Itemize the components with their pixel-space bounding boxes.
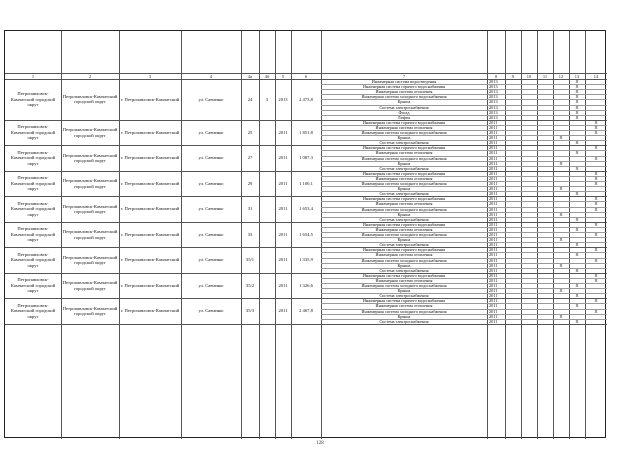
repair-year: 2013 bbox=[489, 104, 498, 110]
column-rule bbox=[537, 31, 538, 439]
column-number: 3 bbox=[148, 74, 152, 79]
element-name: Инженерная система холодного водоснабжения bbox=[361, 257, 447, 263]
repair-year: 2011 bbox=[489, 221, 498, 227]
street-cell: ул. Савченко bbox=[198, 206, 224, 212]
element-name: Инженерная система холодного водоснабжения bbox=[361, 206, 447, 212]
period-mark: X bbox=[575, 99, 579, 105]
element-name: Крыша bbox=[397, 237, 411, 243]
element-name: Крыша bbox=[397, 160, 411, 166]
repair-year: 2011 bbox=[489, 288, 498, 294]
repair-year: 2011 bbox=[489, 196, 498, 202]
period-mark: X bbox=[594, 181, 598, 186]
repair-year: 2013 bbox=[489, 94, 498, 100]
repair-year: 2011 bbox=[489, 191, 498, 197]
period-mark: X bbox=[575, 252, 579, 258]
repair-year: 2013 bbox=[489, 109, 498, 115]
city-cell: Петропавловск-Камчатский городской округ bbox=[62, 178, 118, 189]
house-cell: 24 bbox=[247, 96, 253, 102]
settlement-cell: г. Петропавловск-Камчатский bbox=[120, 308, 180, 314]
repair-year: 2013 bbox=[489, 84, 498, 90]
element-name: Система электроснабжения bbox=[379, 104, 429, 110]
repair-year: 2011 bbox=[489, 247, 498, 253]
element-name: Инженерная система водоотведения bbox=[371, 79, 437, 84]
period-mark: X bbox=[575, 165, 579, 171]
period-mark: X bbox=[594, 298, 598, 304]
repair-year: 2011 bbox=[489, 130, 498, 135]
column-number: 13 bbox=[574, 74, 580, 79]
element-name: Инженерная система отопления bbox=[375, 277, 433, 283]
element-name: Система электроснабжения bbox=[379, 140, 429, 146]
settlement-cell: г. Петропавловск-Камчатский bbox=[120, 257, 180, 263]
element-name: Инженерная система холодного водоснабжения bbox=[361, 181, 447, 186]
area-cell: 1 087,3 bbox=[299, 155, 313, 161]
element-name: Лифты bbox=[397, 114, 411, 120]
column-rule bbox=[487, 31, 488, 439]
street-cell: ул. Савченко bbox=[198, 129, 224, 135]
district-cell: Петропавловск-Камчатский городской округ bbox=[10, 302, 56, 319]
column-header bbox=[291, 33, 321, 73]
element-name: Крыша bbox=[397, 262, 411, 268]
period-mark: X bbox=[575, 94, 579, 100]
period-mark: X bbox=[594, 201, 598, 207]
column-header bbox=[487, 33, 505, 73]
element-name: Инженерная система холодного водоснабжения bbox=[361, 94, 447, 100]
column-number: 9 bbox=[511, 74, 515, 79]
element-name: Инженерная система холодного водоснабжения bbox=[361, 232, 447, 237]
city-cell: Петропавловск-Камчатский городской округ bbox=[62, 152, 118, 164]
commission-year-cell: 2011 bbox=[278, 308, 288, 314]
period-mark: X bbox=[594, 247, 598, 253]
area-cell: 2 473,8 bbox=[299, 96, 313, 102]
house-cell: 27 bbox=[247, 155, 253, 161]
period-mark: X bbox=[575, 84, 579, 90]
period-mark: X bbox=[559, 313, 563, 319]
column-number: 11 bbox=[542, 74, 548, 79]
period-mark: X bbox=[575, 114, 579, 120]
repair-year: 2011 bbox=[489, 211, 498, 217]
repair-year: 2013 bbox=[489, 89, 498, 95]
repair-year: 2011 bbox=[489, 303, 498, 309]
repair-year: 2011 bbox=[489, 298, 498, 304]
column-number: 8 bbox=[494, 74, 498, 79]
repair-year: 2011 bbox=[489, 165, 498, 171]
repair-year: 2011 bbox=[489, 257, 498, 263]
period-mark: X bbox=[594, 277, 598, 283]
element-name: Инженерная система горячего водоснабжения bbox=[362, 145, 446, 151]
house-cell: 31 bbox=[247, 206, 253, 212]
korpus-cell: 3 bbox=[265, 96, 269, 102]
element-name: Инженерная система отопления bbox=[375, 175, 433, 181]
element-name: Система электроснабжения bbox=[379, 216, 429, 222]
column-number: 4 bbox=[209, 74, 213, 79]
element-name: Инженерная система холодного водоснабжения bbox=[361, 283, 447, 288]
city-cell: Петропавловск-Камчатский городской округ bbox=[62, 229, 118, 240]
district-cell: Петропавловск-Камчатский городской округ bbox=[10, 277, 56, 294]
period-mark: X bbox=[594, 124, 598, 130]
element-name: Крыша bbox=[397, 99, 411, 105]
repair-year: 2011 bbox=[489, 181, 498, 186]
element-name: Система электроснабжения bbox=[379, 293, 429, 299]
period-mark: X bbox=[594, 155, 598, 161]
repair-year: 2011 bbox=[489, 272, 498, 278]
column-number: 1 bbox=[31, 74, 35, 79]
element-name: Инженерная система отопления bbox=[375, 303, 433, 309]
element-name: Инженерная система горячего водоснабжения bbox=[362, 221, 446, 227]
district-cell: Петропавловск-Камчатский городской округ bbox=[10, 226, 56, 243]
korpus-cell bbox=[260, 222, 274, 248]
repair-year: 2011 bbox=[489, 186, 498, 192]
period-mark: X bbox=[594, 119, 598, 125]
city-cell: Петропавловск-Камчатский городской округ bbox=[62, 203, 118, 215]
element-name: Инженерная система холодного водоснабжения bbox=[361, 130, 447, 135]
period-mark: X bbox=[575, 140, 579, 146]
column-header bbox=[5, 33, 61, 73]
korpus-cell bbox=[260, 171, 274, 197]
korpus-cell bbox=[260, 247, 274, 273]
korpus-cell bbox=[260, 273, 274, 299]
element-name: Инженерная система горячего водоснабжения bbox=[362, 247, 446, 253]
city-cell: Петропавловск-Камчатский городской округ bbox=[62, 93, 118, 105]
period-mark: X bbox=[559, 135, 563, 141]
period-mark: X bbox=[594, 196, 598, 202]
repair-year: 2013 bbox=[489, 114, 498, 120]
commission-year-cell: 2011 bbox=[278, 155, 288, 161]
street-cell: ул. Савченко bbox=[198, 282, 224, 288]
column-header bbox=[119, 33, 181, 73]
district-cell: Петропавловск-Камчатский городской округ bbox=[10, 91, 56, 108]
column-number: 7 bbox=[402, 74, 406, 79]
repair-year: 2011 bbox=[489, 226, 498, 232]
period-mark: X bbox=[575, 318, 579, 324]
repair-year: 2011 bbox=[489, 237, 498, 243]
street-cell: ул. Савченко bbox=[198, 308, 224, 314]
repair-year: 2011 bbox=[489, 124, 498, 130]
settlement-cell: г. Петропавловск-Камчатский bbox=[120, 206, 180, 212]
repair-year: 2011 bbox=[489, 232, 498, 237]
repair-year: 2011 bbox=[489, 293, 498, 299]
period-mark: X bbox=[559, 186, 563, 192]
period-mark: X bbox=[575, 226, 579, 232]
element-name: Инженерная система отопления bbox=[375, 201, 433, 207]
district-cell: Петропавловск-Камчатский городской округ bbox=[10, 251, 56, 268]
column-number: 14 bbox=[593, 74, 599, 79]
settlement-cell: г. Петропавловск-Камчатский bbox=[120, 282, 180, 288]
element-name: Инженерная система холодного водоснабжения bbox=[361, 308, 447, 314]
house-cell: 29 bbox=[247, 180, 253, 186]
repair-year: 2011 bbox=[489, 313, 498, 319]
column-header bbox=[321, 33, 487, 73]
period-mark: X bbox=[594, 145, 598, 151]
korpus-cell bbox=[260, 298, 274, 324]
commission-year-cell: 2011 bbox=[278, 180, 288, 186]
element-name: Система электроснабжения bbox=[379, 242, 429, 248]
element-name: Крыша bbox=[397, 135, 411, 141]
period-mark: X bbox=[575, 150, 579, 156]
element-name: Инженерная система горячего водоснабжения bbox=[362, 119, 446, 125]
korpus-cell bbox=[260, 196, 274, 222]
commission-year-cell: 2013 bbox=[278, 96, 288, 102]
repair-year: 2011 bbox=[489, 277, 498, 283]
period-mark: X bbox=[594, 206, 598, 212]
city-cell: Петропавловск-Камчатский городской округ bbox=[62, 305, 118, 317]
period-mark: X bbox=[559, 288, 563, 294]
page-number: 128 bbox=[316, 441, 324, 446]
repair-year: 2011 bbox=[489, 150, 498, 156]
period-mark: X bbox=[575, 242, 579, 248]
column-number: 4а bbox=[247, 74, 253, 79]
settlement-cell: г. Петропавловск-Камчатский bbox=[120, 231, 180, 237]
element-name: Система электроснабжения bbox=[379, 191, 429, 197]
repair-year: 2011 bbox=[489, 175, 498, 181]
period-mark: X bbox=[575, 293, 579, 299]
repair-year: 2011 bbox=[489, 206, 498, 212]
korpus-cell bbox=[260, 145, 274, 171]
column-rule bbox=[585, 31, 586, 439]
period-mark: X bbox=[594, 257, 598, 263]
column-header bbox=[521, 33, 537, 73]
city-cell: Петропавловск-Камчатский городской округ bbox=[62, 280, 118, 291]
element-name: Инженерная система холодного водоснабжения bbox=[361, 155, 447, 161]
repair-year: 2011 bbox=[489, 308, 498, 314]
element-name: Инженерная система отопления bbox=[375, 252, 433, 258]
repair-year: 2011 bbox=[489, 242, 498, 248]
street-cell: ул. Савченко bbox=[198, 180, 224, 186]
street-cell: ул. Савченко bbox=[198, 155, 224, 161]
column-number: 10 bbox=[526, 74, 532, 79]
commission-year-cell: 2011 bbox=[278, 129, 288, 135]
district-cell: Петропавловск-Камчатский городской округ bbox=[10, 175, 56, 192]
column-number: 2 bbox=[88, 74, 92, 79]
settlement-cell: г. Петропавловск-Камчатский bbox=[120, 96, 180, 102]
period-mark: X bbox=[594, 170, 598, 176]
period-mark: X bbox=[594, 232, 598, 237]
element-name: Крыша bbox=[397, 313, 411, 319]
element-name: Инженерная система отопления bbox=[375, 226, 433, 232]
column-header bbox=[181, 33, 241, 73]
area-cell: 1 335,9 bbox=[299, 257, 313, 263]
element-name: Крыша bbox=[397, 288, 411, 294]
column-header bbox=[241, 33, 259, 73]
period-mark: X bbox=[575, 79, 579, 84]
area-cell: 2 467,8 bbox=[299, 308, 313, 314]
district-cell: Петропавловск-Камчатский городской округ bbox=[10, 200, 56, 217]
repair-year: 2011 bbox=[489, 140, 498, 146]
period-mark: X bbox=[575, 303, 579, 309]
column-header bbox=[275, 33, 291, 73]
element-name: Инженерная система горячего водоснабжения bbox=[362, 84, 446, 90]
street-cell: ул. Савченко bbox=[198, 96, 224, 102]
period-mark: X bbox=[594, 308, 598, 314]
period-mark: X bbox=[559, 237, 563, 243]
repair-year: 2011 bbox=[489, 119, 498, 125]
repair-year: 2011 bbox=[489, 252, 498, 258]
period-mark: X bbox=[575, 104, 579, 110]
element-name: Инженерная система горячего водоснабжения bbox=[362, 170, 446, 176]
commission-year-cell: 2011 bbox=[278, 206, 288, 212]
area-cell: 1 100,1 bbox=[299, 180, 313, 186]
house-cell: 35/2 bbox=[245, 282, 255, 288]
repair-year: 2013 bbox=[489, 99, 498, 105]
repair-year: 2011 bbox=[489, 170, 498, 176]
period-mark: X bbox=[575, 283, 579, 288]
district-cell: Петропавловск-Камчатский городской округ bbox=[10, 149, 56, 166]
period-mark: X bbox=[559, 211, 563, 217]
period-mark: X bbox=[594, 221, 598, 227]
column-header bbox=[61, 33, 119, 73]
repair-year: 2011 bbox=[489, 262, 498, 268]
repair-year: 2013 bbox=[489, 79, 498, 84]
document-table bbox=[4, 30, 606, 438]
column-header bbox=[259, 33, 275, 73]
column-header bbox=[537, 33, 553, 73]
element-name: Система электроснабжения bbox=[379, 165, 429, 171]
period-mark: X bbox=[575, 191, 579, 197]
repair-year: 2011 bbox=[489, 160, 498, 166]
house-cell: 25 bbox=[247, 129, 253, 135]
element-name: Крыша bbox=[397, 211, 411, 217]
column-number: 5 bbox=[281, 74, 285, 79]
period-mark: X bbox=[559, 160, 563, 166]
commission-year-cell: 2011 bbox=[278, 282, 288, 288]
element-name: Инженерная система горячего водоснабжения bbox=[362, 272, 446, 278]
column-number: 4б bbox=[264, 74, 270, 79]
repair-year: 2011 bbox=[489, 145, 498, 151]
column-header bbox=[553, 33, 569, 73]
element-name: Инженерная система отопления bbox=[375, 124, 433, 130]
period-mark: X bbox=[594, 130, 598, 135]
house-cell: 33 bbox=[247, 231, 253, 237]
house-cell: 35/1 bbox=[245, 257, 255, 263]
period-mark: X bbox=[575, 267, 579, 273]
repair-year: 2011 bbox=[489, 201, 498, 207]
korpus-cell bbox=[260, 120, 274, 146]
period-mark: X bbox=[594, 272, 598, 278]
area-cell: 1 851,8 bbox=[299, 129, 313, 135]
period-mark: X bbox=[575, 89, 579, 95]
city-cell: Петропавловск-Камчатский городской округ bbox=[62, 127, 118, 138]
period-mark: X bbox=[575, 109, 579, 115]
element-name: Крыша bbox=[397, 186, 411, 192]
element-name: Система электроснабжения bbox=[379, 318, 429, 324]
column-rule bbox=[505, 31, 506, 439]
element-name: Система электроснабжения bbox=[379, 267, 429, 273]
block-rule bbox=[5, 324, 607, 325]
repair-year: 2011 bbox=[489, 155, 498, 161]
column-header bbox=[505, 33, 521, 73]
column-number: 12 bbox=[558, 74, 564, 79]
street-cell: ул. Савченко bbox=[198, 231, 224, 237]
area-cell: 1 326,6 bbox=[299, 282, 313, 288]
settlement-cell: г. Петропавловск-Камчатский bbox=[120, 155, 180, 161]
repair-year: 2011 bbox=[489, 135, 498, 141]
column-rule bbox=[553, 31, 554, 439]
column-rule bbox=[521, 31, 522, 439]
element-name: Инженерная система отопления bbox=[375, 150, 433, 156]
column-rule bbox=[569, 31, 570, 439]
period-mark: X bbox=[559, 262, 563, 268]
settlement-cell: г. Петропавловск-Камчатский bbox=[120, 129, 180, 135]
repair-year: 2011 bbox=[489, 216, 498, 222]
house-cell: 35/3 bbox=[245, 308, 255, 314]
period-mark: X bbox=[594, 175, 598, 181]
commission-year-cell: 2011 bbox=[278, 231, 288, 237]
city-cell: Петропавловск-Камчатский городской округ bbox=[62, 254, 118, 266]
commission-year-cell: 2011 bbox=[278, 257, 288, 263]
street-cell: ул. Савченко bbox=[198, 257, 224, 263]
area-cell: 1 653,4 bbox=[299, 206, 313, 212]
repair-year: 2011 bbox=[489, 267, 498, 273]
element-name: Инженерная система горячего водоснабжения bbox=[362, 298, 446, 304]
period-mark: X bbox=[575, 216, 579, 222]
repair-year: 2011 bbox=[489, 283, 498, 288]
element-name: Инженерная система отопления bbox=[375, 89, 433, 95]
area-cell: 1 654,5 bbox=[299, 231, 313, 237]
element-name: Фасад bbox=[398, 109, 410, 115]
district-cell: Петропавловск-Камчатский городской округ bbox=[10, 124, 56, 141]
element-name: Инженерная система горячего водоснабжения bbox=[362, 196, 446, 202]
column-number: 6 bbox=[304, 74, 308, 79]
settlement-cell: г. Петропавловск-Камчатский bbox=[120, 180, 180, 186]
repair-year: 2011 bbox=[489, 318, 498, 324]
